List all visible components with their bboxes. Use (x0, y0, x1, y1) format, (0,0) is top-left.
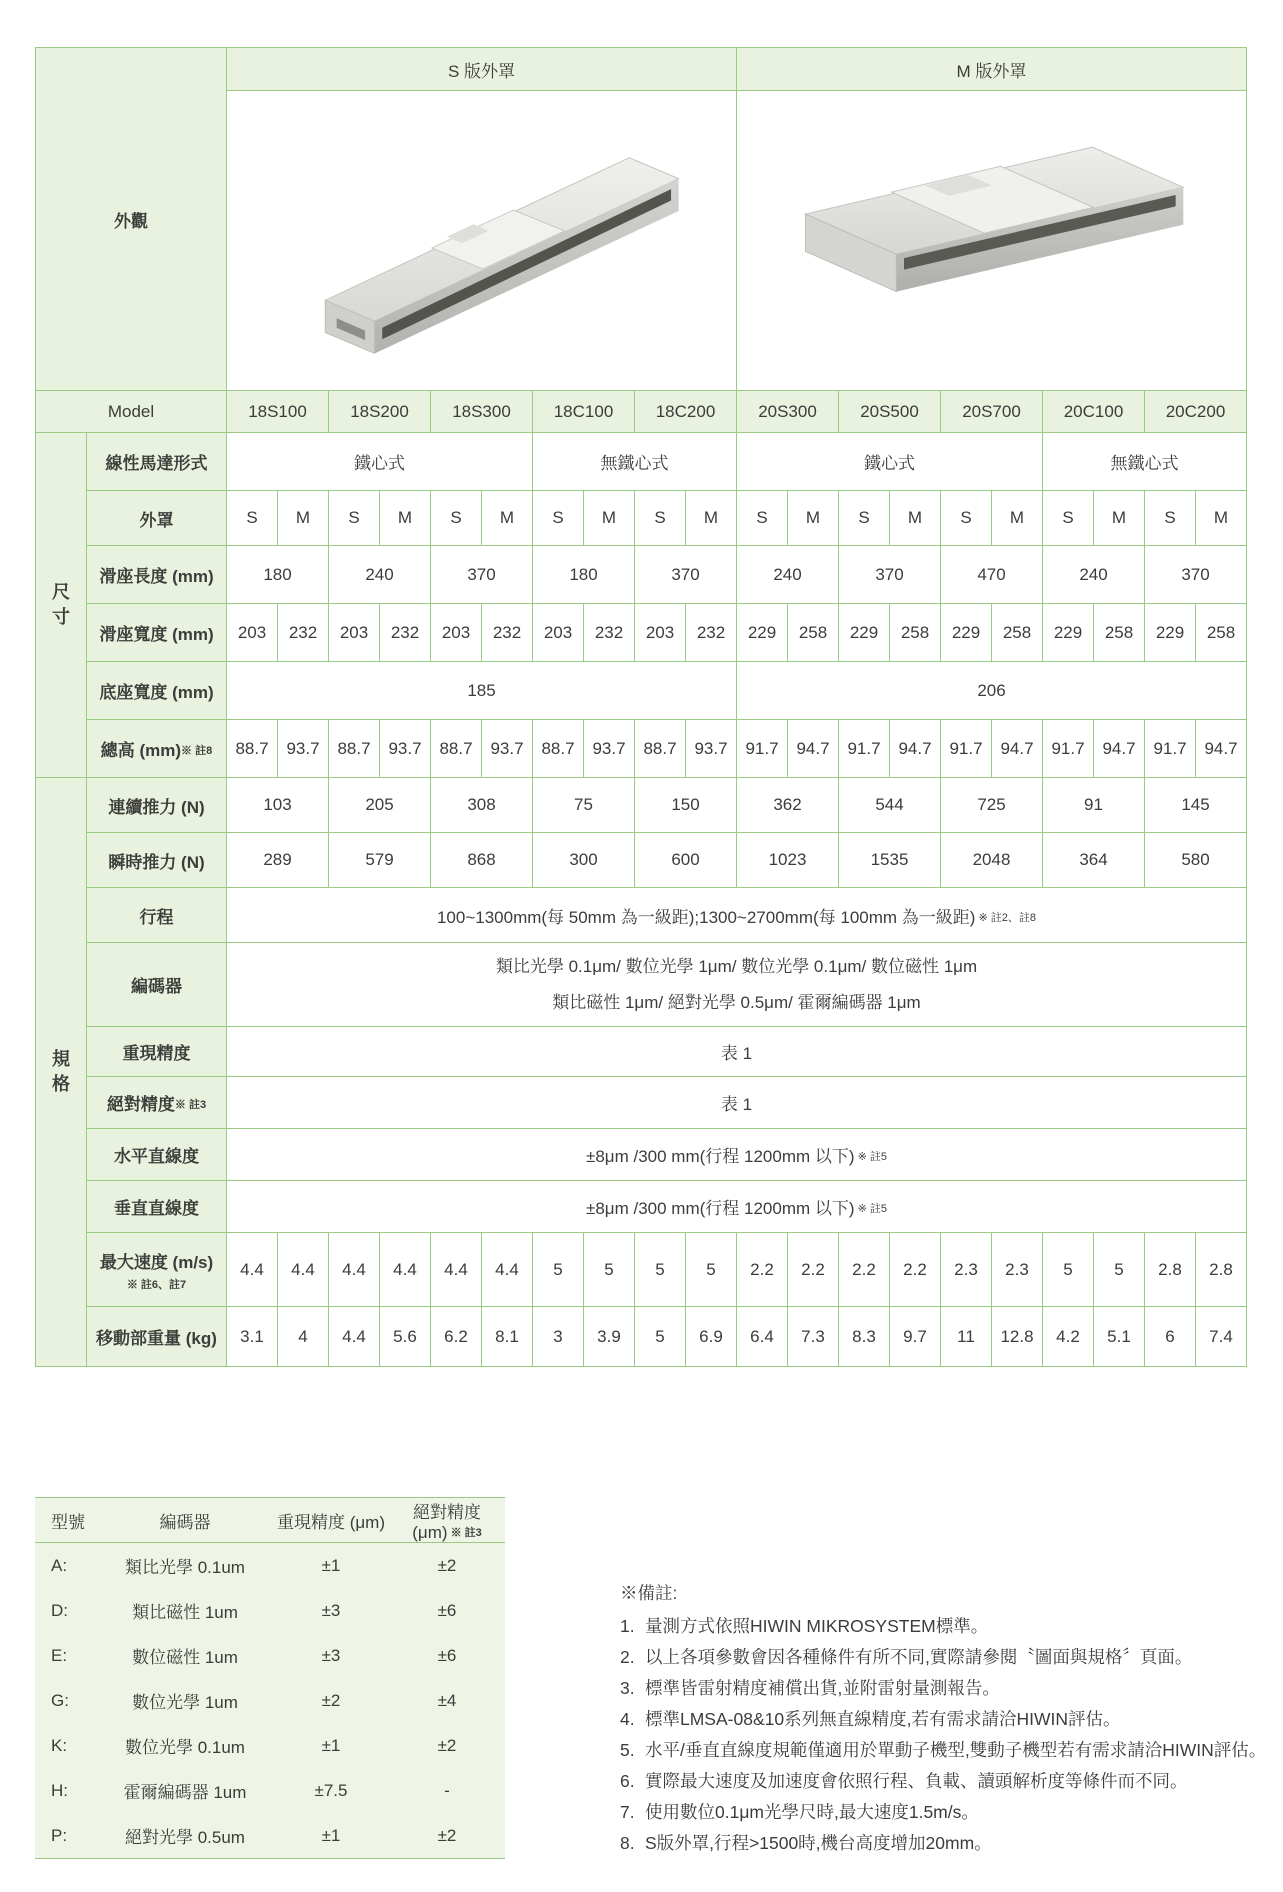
value-slider-width-18: 229 (1145, 604, 1196, 662)
encoder-table-cell-1-0: D: (51, 1600, 68, 1620)
value-cont-force-6: 544 (839, 778, 941, 833)
encoder-table-row-E (35, 1633, 505, 1678)
value-total-height-18: 91.7 (1145, 720, 1196, 778)
value-cover-9: M (686, 491, 737, 546)
encoder-table-row-K (35, 1723, 505, 1768)
label-max-speed: 最大速度 (m/s) ※ 註6、註7 (87, 1233, 227, 1307)
value-cover-6: S (533, 491, 584, 546)
m-cover-header: M 版外罩 (737, 48, 1247, 91)
value-max-speed-17: 5 (1094, 1233, 1145, 1307)
value-cover-17: M (1094, 491, 1145, 546)
encoder-table-cell-2-0: E: (51, 1645, 68, 1665)
encoder-table-cell-5-1: 霍爾編碼器 1um (123, 1783, 247, 1802)
row-stroke (36, 888, 1247, 943)
value-peak-force-4: 600 (635, 833, 737, 888)
m-version-product-image (737, 91, 1247, 391)
value-moving-weight-11: 7.3 (788, 1307, 839, 1367)
value-max-speed-14: 2.3 (941, 1233, 992, 1307)
value-peak-force-1: 579 (329, 833, 431, 888)
value-slider-width-19: 258 (1196, 604, 1247, 662)
value-peak-force-3: 300 (533, 833, 635, 888)
value-total-height-16: 91.7 (1043, 720, 1094, 778)
value-slider-width-17: 258 (1094, 604, 1145, 662)
value-max-speed-4: 4.4 (431, 1233, 482, 1307)
encoder-table-cell-0-3: ±2 (437, 1555, 457, 1575)
encoder-table-cell-1-3: ±6 (437, 1600, 457, 1620)
value-max-speed-5: 4.4 (482, 1233, 533, 1307)
value-cover-11: M (788, 491, 839, 546)
value-max-speed-2: 4.4 (329, 1233, 380, 1307)
row-encoder (36, 943, 1247, 1027)
value-max-speed-6: 5 (533, 1233, 584, 1307)
note-item-7: 7. 使用數位0.1μm光學尺時,最大速度1.5m/s。 (620, 1802, 979, 1822)
value-motor-type-3: 無鐵心式 (1043, 433, 1247, 491)
label-base-width: 底座寬度 (mm) (87, 662, 227, 720)
value-max-speed-7: 5 (584, 1233, 635, 1307)
encoder-table-cell-0-2: ±1 (321, 1555, 341, 1575)
model-20S500: 20S500 (839, 391, 941, 433)
s-version-product-image (227, 91, 737, 391)
value-repeatability: 表 1 (227, 1027, 1247, 1077)
value-slider-width-12: 229 (839, 604, 890, 662)
value-slider-width-5: 232 (482, 604, 533, 662)
value-slider-length-1: 240 (329, 546, 431, 604)
value-moving-weight-4: 6.2 (431, 1307, 482, 1367)
value-max-speed-16: 5 (1043, 1233, 1094, 1307)
label-vertical-straightness: 垂直直線度 (87, 1181, 227, 1233)
value-total-height-12: 91.7 (839, 720, 890, 778)
value-slider-width-13: 258 (890, 604, 941, 662)
value-moving-weight-18: 6 (1145, 1307, 1196, 1367)
encoder-table-cell-4-0: K: (51, 1735, 68, 1755)
label-absolute-accuracy: 絕對精度※ 註3 (87, 1077, 227, 1129)
value-slider-length-0: 180 (227, 546, 329, 604)
value-slider-length-2: 370 (431, 546, 533, 604)
encoder-table-cell-2-1: 數位磁性 1um (132, 1648, 238, 1667)
value-moving-weight-5: 8.1 (482, 1307, 533, 1367)
encoder-table-header-3: 絕對精度 (μm) ※ 註3 (412, 1503, 482, 1542)
value-moving-weight-1: 4 (278, 1307, 329, 1367)
label-slider-length: 滑座長度 (mm) (87, 546, 227, 604)
row-base-width (36, 662, 1247, 720)
value-motor-type-2: 鐵心式 (737, 433, 1043, 491)
value-max-speed-8: 5 (635, 1233, 686, 1307)
value-total-height-6: 88.7 (533, 720, 584, 778)
value-moving-weight-7: 3.9 (584, 1307, 635, 1367)
label-peak-force: 瞬時推力 (N) (87, 833, 227, 888)
note-item-3: 3. 標準皆雷射精度補償出貨,並附雷射量測報告。 (620, 1678, 1000, 1698)
row-cont-force (36, 778, 1247, 833)
value-moving-weight-0: 3.1 (227, 1307, 278, 1367)
label-horizontal-straightness: 水平直線度 (87, 1129, 227, 1181)
encoder-table-cell-1-2: ±3 (321, 1600, 341, 1620)
encoder-table-cell-3-1: 數位光學 1um (132, 1693, 238, 1712)
label-repeatability: 重現精度 (87, 1027, 227, 1077)
value-total-height-13: 94.7 (890, 720, 941, 778)
value-cont-force-0: 103 (227, 778, 329, 833)
value-max-speed-11: 2.2 (788, 1233, 839, 1307)
value-slider-length-8: 240 (1043, 546, 1145, 604)
value-vertical-straightness: ±8μm /300 mm(行程 1200mm 以下) ※ 註5 (227, 1181, 1247, 1233)
value-moving-weight-17: 5.1 (1094, 1307, 1145, 1367)
encoder-table-header-2: 重現精度 (μm) (276, 1513, 385, 1532)
value-max-speed-13: 2.2 (890, 1233, 941, 1307)
value-slider-length-5: 240 (737, 546, 839, 604)
encoder-table-cell-5-2: ±7.5 (314, 1780, 348, 1800)
encoder-table-row-H (35, 1768, 505, 1813)
m-stage-illustration (772, 123, 1212, 353)
encoder-table-cell-2-2: ±3 (321, 1645, 341, 1665)
value-horizontal-straightness: ±8μm /300 mm(行程 1200mm 以下) ※ 註5 (227, 1129, 1247, 1181)
value-encoder: 類比光學 0.1μm/ 數位光學 1μm/ 數位光學 0.1μm/ 數位磁性 1μm 類比磁性 1μm/ 絕對光學 0.5μm/ 霍爾編碼器 1μm (227, 943, 1247, 1027)
value-moving-weight-2: 4.4 (329, 1307, 380, 1367)
note-item-8: 8. S版外罩,行程>1500時,機台高度增加20mm。 (620, 1833, 992, 1853)
model-18C100: 18C100 (533, 391, 635, 433)
value-peak-force-8: 364 (1043, 833, 1145, 888)
value-slider-width-0: 203 (227, 604, 278, 662)
label-cont-force: 連續推力 (N) (87, 778, 227, 833)
value-cover-7: M (584, 491, 635, 546)
value-slider-width-1: 232 (278, 604, 329, 662)
note-item-1: 1. 量測方式依照HIWIN MIKROSYSTEM標準。 (620, 1616, 989, 1636)
encoder-table-cell-6-2: ±1 (321, 1825, 341, 1845)
value-cover-15: M (992, 491, 1043, 546)
value-slider-width-4: 203 (431, 604, 482, 662)
row-max-speed (36, 1233, 1247, 1307)
value-total-height-0: 88.7 (227, 720, 278, 778)
encoder-table-cell-2-3: ±6 (437, 1645, 457, 1665)
model-20C200: 20C200 (1145, 391, 1247, 433)
spec-table (35, 47, 1247, 1367)
value-total-height-11: 94.7 (788, 720, 839, 778)
value-absolute-accuracy: 表 1 (227, 1077, 1247, 1129)
value-cont-force-5: 362 (737, 778, 839, 833)
encoder-table-header-row (35, 1497, 505, 1543)
note-item-5: 5. 水平/垂直直線度規範僅適用於單動子機型,雙動子機型若有需求請洽HIWIN評估。 (620, 1740, 1267, 1760)
value-moving-weight-19: 7.4 (1196, 1307, 1247, 1367)
value-peak-force-7: 2048 (941, 833, 1043, 888)
encoder-table-cell-0-1: 類比光學 0.1um (125, 1558, 245, 1577)
model-20C100: 20C100 (1043, 391, 1145, 433)
model-label: Model (36, 391, 227, 433)
value-cover-12: S (839, 491, 890, 546)
encoder-table-cell-3-3: ±4 (437, 1690, 457, 1710)
encoder-table-row-G (35, 1678, 505, 1723)
model-row (36, 391, 1247, 433)
value-cont-force-8: 91 (1043, 778, 1145, 833)
value-total-height-8: 88.7 (635, 720, 686, 778)
value-moving-weight-13: 9.7 (890, 1307, 941, 1367)
encoder-table-row-D (35, 1588, 505, 1633)
row-slider-length (36, 546, 1247, 604)
value-cont-force-7: 725 (941, 778, 1043, 833)
value-total-height-3: 93.7 (380, 720, 431, 778)
model-18C200: 18C200 (635, 391, 737, 433)
note-item-6: 6. 實際最大速度及加速度會依照行程、負載、讀頭解析度等條件而不同。 (620, 1771, 1188, 1791)
value-moving-weight-14: 11 (941, 1307, 992, 1367)
encoder-table-cell-3-0: G: (51, 1690, 69, 1710)
value-max-speed-1: 4.4 (278, 1233, 329, 1307)
encoder-table-cell-4-1: 數位光學 0.1um (125, 1738, 245, 1757)
value-peak-force-9: 580 (1145, 833, 1247, 888)
value-slider-length-9: 370 (1145, 546, 1247, 604)
encoder-table-cell-6-0: P: (51, 1825, 68, 1845)
value-cover-0: S (227, 491, 278, 546)
value-total-height-1: 93.7 (278, 720, 329, 778)
value-max-speed-19: 2.8 (1196, 1233, 1247, 1307)
value-total-height-2: 88.7 (329, 720, 380, 778)
encoder-table-row-P (35, 1813, 505, 1858)
cover-header-row (36, 48, 1247, 91)
value-motor-type-1: 無鐵心式 (533, 433, 737, 491)
section-label-specifications: 規 格 (36, 778, 87, 1367)
value-cover-3: M (380, 491, 431, 546)
encoder-table-cell-5-0: H: (51, 1780, 68, 1800)
row-horizontal-straightness (36, 1129, 1247, 1181)
value-slider-width-8: 203 (635, 604, 686, 662)
value-peak-force-5: 1023 (737, 833, 839, 888)
row-total-height (36, 720, 1247, 778)
value-max-speed-3: 4.4 (380, 1233, 431, 1307)
value-total-height-10: 91.7 (737, 720, 788, 778)
value-base-width-1: 206 (737, 662, 1247, 720)
value-total-height-9: 93.7 (686, 720, 737, 778)
label-stroke: 行程 (87, 888, 227, 943)
value-moving-weight-12: 8.3 (839, 1307, 890, 1367)
row-slider-width (36, 604, 1247, 662)
row-peak-force (36, 833, 1247, 888)
notes-title: ※備註: (620, 1583, 678, 1603)
encoder-table-cell-6-3: ±2 (437, 1825, 457, 1845)
model-20S300: 20S300 (737, 391, 839, 433)
value-cont-force-9: 145 (1145, 778, 1247, 833)
row-moving-weight (36, 1307, 1247, 1367)
value-slider-width-11: 258 (788, 604, 839, 662)
value-peak-force-6: 1535 (839, 833, 941, 888)
value-moving-weight-15: 12.8 (992, 1307, 1043, 1367)
s-stage-illustration (257, 96, 707, 381)
label-encoder: 編碼器 (87, 943, 227, 1027)
value-cover-16: S (1043, 491, 1094, 546)
value-total-height-4: 88.7 (431, 720, 482, 778)
encoder-table-header-0: 型號 (51, 1513, 85, 1532)
encoder-table-row-A (35, 1543, 505, 1588)
value-cont-force-2: 308 (431, 778, 533, 833)
value-slider-width-7: 232 (584, 604, 635, 662)
value-cover-5: M (482, 491, 533, 546)
model-18S100: 18S100 (227, 391, 329, 433)
encoder-table-cell-1-1: 類比磁性 1um (132, 1603, 238, 1622)
encoder-accuracy-table (35, 1497, 505, 1859)
model-18S300: 18S300 (431, 391, 533, 433)
value-moving-weight-16: 4.2 (1043, 1307, 1094, 1367)
value-slider-length-4: 370 (635, 546, 737, 604)
value-cover-8: S (635, 491, 686, 546)
label-total-height: 總高 (mm)※ 註8 (87, 720, 227, 778)
value-cover-1: M (278, 491, 329, 546)
encoder-table-cell-4-3: ±2 (437, 1735, 457, 1755)
value-slider-width-6: 203 (533, 604, 584, 662)
value-slider-width-2: 203 (329, 604, 380, 662)
value-max-speed-9: 5 (686, 1233, 737, 1307)
value-max-speed-18: 2.8 (1145, 1233, 1196, 1307)
value-total-height-15: 94.7 (992, 720, 1043, 778)
row-motor-type (36, 433, 1247, 491)
label-moving-weight: 移動部重量 (kg) (87, 1307, 227, 1367)
value-slider-width-10: 229 (737, 604, 788, 662)
value-cont-force-3: 75 (533, 778, 635, 833)
encoder-table-header-1: 編碼器 (159, 1513, 211, 1532)
value-cover-4: S (431, 491, 482, 546)
value-cover-13: M (890, 491, 941, 546)
value-cont-force-1: 205 (329, 778, 431, 833)
encoder-table-cell-0-0: A: (51, 1555, 68, 1575)
label-slider-width: 滑座寬度 (mm) (87, 604, 227, 662)
notes-section (620, 1578, 1270, 1859)
value-moving-weight-10: 6.4 (737, 1307, 788, 1367)
section-label-dimensions: 尺 寸 (36, 433, 87, 778)
value-cover-14: S (941, 491, 992, 546)
note-item-2: 2. 以上各項參數會因各種條件有所不同,實際請參閱〝圖面與規格〞頁面。 (620, 1647, 1193, 1667)
value-total-height-5: 93.7 (482, 720, 533, 778)
value-max-speed-0: 4.4 (227, 1233, 278, 1307)
value-total-height-17: 94.7 (1094, 720, 1145, 778)
value-cover-2: S (329, 491, 380, 546)
value-base-width-0: 185 (227, 662, 737, 720)
value-total-height-19: 94.7 (1196, 720, 1247, 778)
value-cover-18: S (1145, 491, 1196, 546)
row-absolute-accuracy (36, 1077, 1247, 1129)
note-item-4: 4. 標準LMSA-08&10系列無直線精度,若有需求請洽HIWIN評估。 (620, 1709, 1121, 1729)
value-slider-length-7: 470 (941, 546, 1043, 604)
encoder-table-cell-3-2: ±2 (321, 1690, 341, 1710)
s-cover-header: S 版外罩 (227, 48, 737, 91)
value-slider-width-14: 229 (941, 604, 992, 662)
label-motor-type: 線性馬達形式 (87, 433, 227, 491)
encoder-table-cell-5-3: - (444, 1780, 450, 1800)
encoder-table-cell-6-1: 絕對光學 0.5um (125, 1828, 245, 1847)
value-stroke: 100~1300mm(每 50mm 為一級距);1300~2700mm(每 100mm 為一級距) ※ 註2、註8 (227, 888, 1247, 943)
value-slider-length-6: 370 (839, 546, 941, 604)
value-slider-width-16: 229 (1043, 604, 1094, 662)
value-moving-weight-8: 5 (635, 1307, 686, 1367)
appearance-label: 外觀 (36, 48, 227, 391)
label-cover: 外罩 (87, 491, 227, 546)
value-slider-width-15: 258 (992, 604, 1043, 662)
value-max-speed-12: 2.2 (839, 1233, 890, 1307)
value-cover-10: S (737, 491, 788, 546)
value-peak-force-0: 289 (227, 833, 329, 888)
value-moving-weight-6: 3 (533, 1307, 584, 1367)
value-slider-length-3: 180 (533, 546, 635, 604)
value-cover-19: M (1196, 491, 1247, 546)
model-18S200: 18S200 (329, 391, 431, 433)
value-total-height-14: 91.7 (941, 720, 992, 778)
value-moving-weight-3: 5.6 (380, 1307, 431, 1367)
value-total-height-7: 93.7 (584, 720, 635, 778)
model-20S700: 20S700 (941, 391, 1043, 433)
row-repeatability (36, 1027, 1247, 1077)
value-cont-force-4: 150 (635, 778, 737, 833)
value-motor-type-0: 鐵心式 (227, 433, 533, 491)
value-max-speed-10: 2.2 (737, 1233, 788, 1307)
row-vertical-straightness (36, 1181, 1247, 1233)
value-moving-weight-9: 6.9 (686, 1307, 737, 1367)
value-max-speed-15: 2.3 (992, 1233, 1043, 1307)
value-slider-width-3: 232 (380, 604, 431, 662)
value-slider-width-9: 232 (686, 604, 737, 662)
encoder-table-cell-4-2: ±1 (321, 1735, 341, 1755)
row-cover (36, 491, 1247, 546)
value-peak-force-2: 868 (431, 833, 533, 888)
